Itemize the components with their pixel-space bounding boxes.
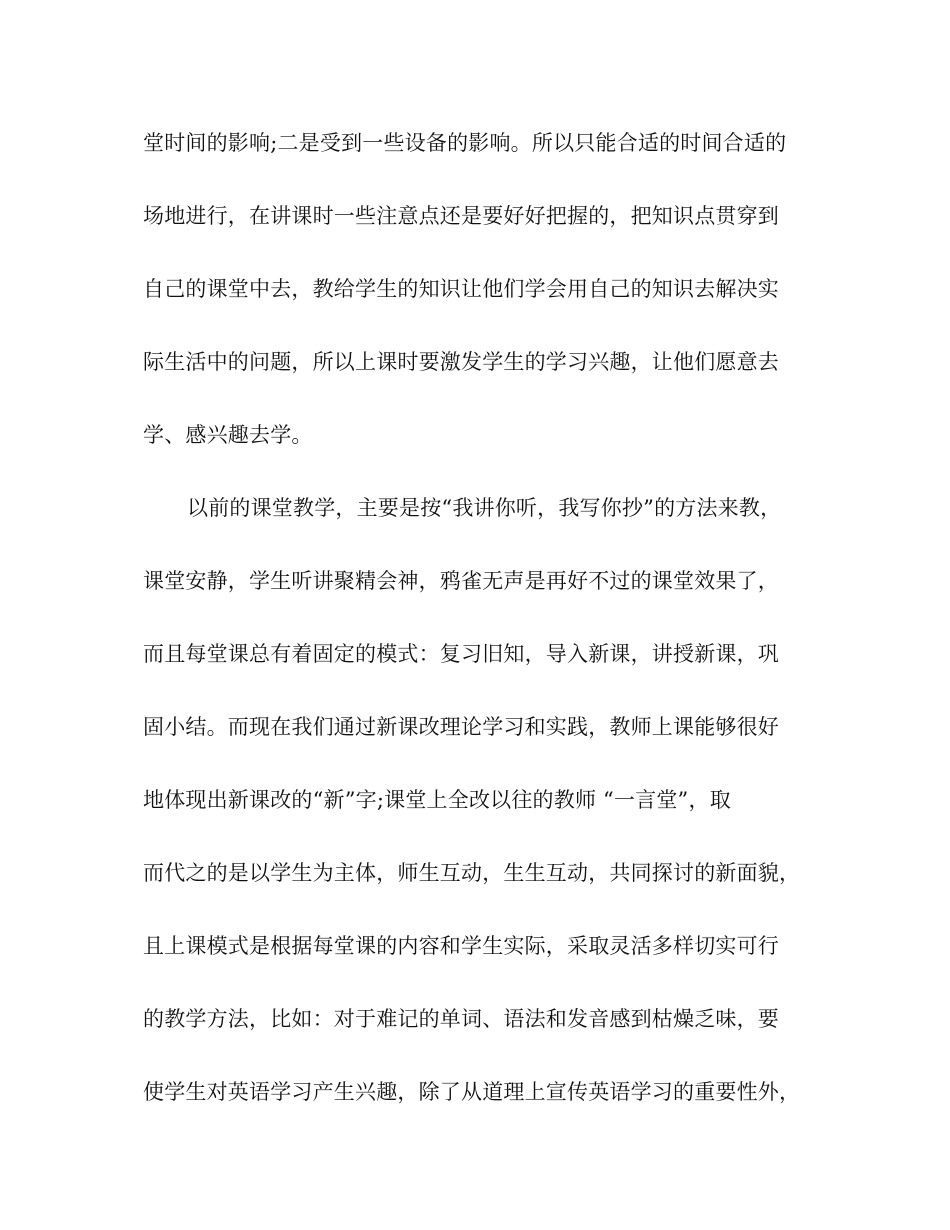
text-line: 学、感兴趣去学。 bbox=[143, 423, 313, 447]
text-line: 而且每堂课总有着固定的模式：复习旧知，导入新课，讲授新课，巩 bbox=[143, 642, 779, 666]
body-text bbox=[143, 118, 823, 1140]
text-line: 际生活中的问题，所以上课时要激发学生的学习兴趣，让他们愿意去 bbox=[143, 350, 779, 374]
text-line: 自己的课堂中去，教给学生的知识让他们学会用自己的知识去解决实 bbox=[143, 277, 779, 301]
text-line: 场地进行，在讲课时一些注意点还是要好好把握的，把知识点贯穿到 bbox=[143, 204, 779, 228]
text-line: 且上课模式是根据每堂课的内容和学生实际，采取灵活多样切实可行 bbox=[143, 934, 779, 958]
text-line: 课堂安静，学生听讲聚精会神，鸦雀无声是再好不过的课堂效果了， bbox=[143, 569, 779, 593]
text-line: 使学生对英语学习产生兴趣，除了从道理上宣传英语学习的重要性外， bbox=[143, 1080, 801, 1104]
text-line: 固小结。而现在我们通过新课改理论学习和实践，教师上课能够很好 bbox=[143, 715, 779, 739]
text-line: 的教学方法，比如：对于难记的单词、语法和发音感到枯燥乏味，要 bbox=[143, 1007, 779, 1031]
text-line: 而代之的是以学生为主体，师生互动，生生互动，共同探讨的新面貌， bbox=[143, 861, 801, 885]
text-line: 堂时间的影响;二是受到一些设备的影响。所以只能合适的时间合适的 bbox=[143, 131, 787, 155]
paragraph-start-line: 以前的课堂教学，主要是按“我讲你听，我写你抄”的方法来教， bbox=[187, 496, 782, 520]
text-line: 地体现出新课改的“新”字;课堂上全改以往的教师 “一言堂”，取 bbox=[143, 788, 731, 812]
